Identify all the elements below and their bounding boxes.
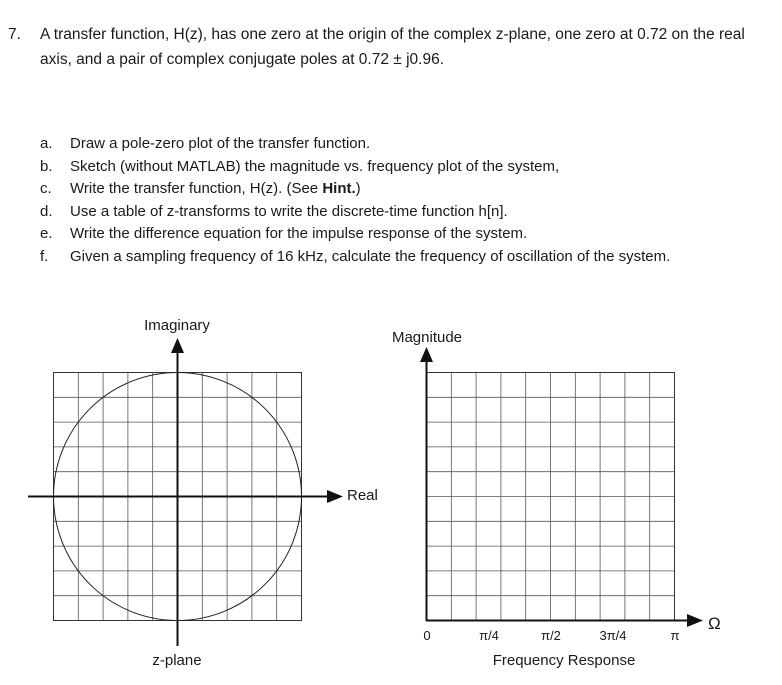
- task-label: d.: [40, 202, 53, 220]
- task-label: f.: [40, 247, 49, 265]
- freq-tick-pi-4: π/4: [479, 628, 499, 643]
- freq-tick-pi: π: [670, 628, 680, 643]
- hint-reference: Hint.: [322, 180, 356, 197]
- task-label: c.: [40, 180, 52, 197]
- magnitude-axis-arrowhead: [420, 347, 433, 362]
- task-text: Write the difference equation for the impulse response of the system.: [70, 225, 528, 242]
- imaginary-axis-arrowhead: [171, 338, 184, 353]
- task-label: e.: [40, 225, 53, 242]
- task-text: Use a table of z-transforms to write the discrete-time function h[n].: [70, 202, 508, 220]
- task-text-end: ): [355, 180, 361, 197]
- freq-caption: Frequency Response: [492, 652, 636, 669]
- freq-tick-3pi-4: 3π/4: [599, 628, 627, 643]
- imaginary-axis-label: Imaginary: [144, 317, 210, 334]
- freq-tick-0: 0: [423, 628, 431, 643]
- real-axis-label: Real: [347, 487, 378, 504]
- frequency-axis-arrowhead: [687, 614, 703, 627]
- task-label: a.: [40, 135, 53, 152]
- freq-grid: [427, 373, 675, 621]
- omega-axis-label: Ω: [708, 614, 721, 633]
- task-text: Draw a pole-zero plot of the transfer function.: [70, 135, 371, 152]
- magnitude-axis-label: Magnitude: [391, 329, 463, 346]
- zplane-diagram: [28, 317, 378, 669]
- question-number: 7.: [8, 26, 21, 43]
- real-axis-arrowhead: [327, 490, 343, 503]
- zplane-caption: z-plane: [152, 652, 202, 669]
- task-text: Sketch (without MATLAB) the magnitude vs. frequency plot of the system,: [70, 157, 560, 175]
- task-text-start: Write the transfer function, H(z). (See: [70, 180, 323, 197]
- freq-tick-pi-2: π/2: [541, 628, 561, 643]
- task-text: Given a sampling frequency of 16 kHz, calculate the frequency of oscillation of the system.: [70, 247, 671, 265]
- question-text: A transfer function, H(z), has one zero at the origin of the complex z-plane, one zero at 0.72 on the real axis, and a pair of complex conjugate poles at 0.72 ± j0.96.: [40, 26, 745, 68]
- task-label: b.: [40, 157, 53, 175]
- freq-response-diagram: [392, 329, 721, 669]
